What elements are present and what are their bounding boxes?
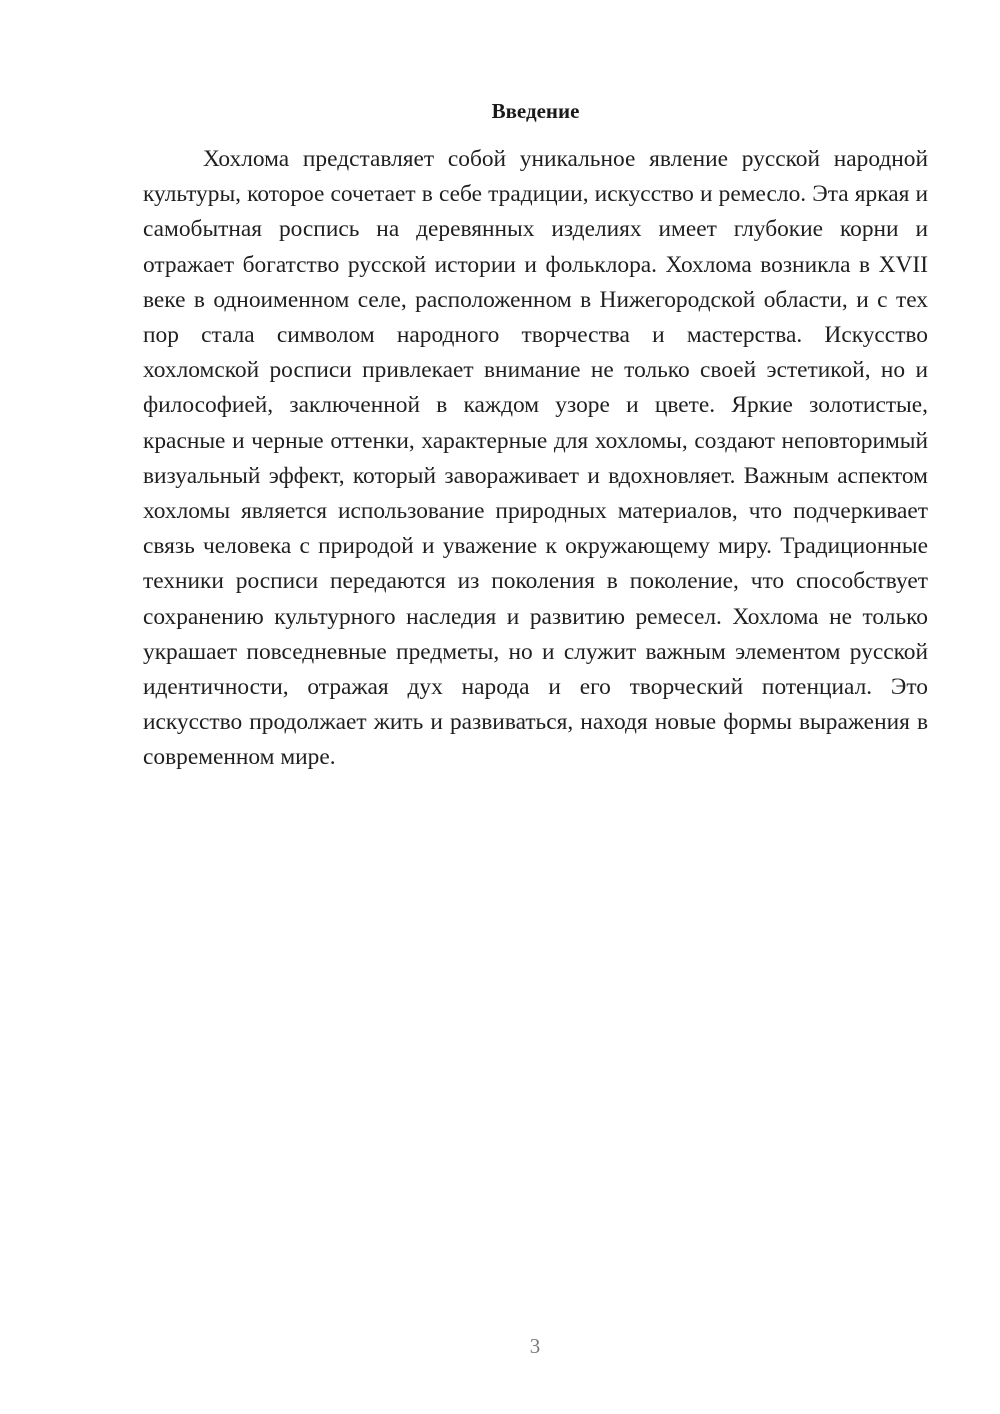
body-paragraph: Хохлома представляет собой уникальное явление русской народной культуры, которое сочетает в себе традиции, искусство и ремесло. Эта яркая и самобытная роспись на деревянных изделиях имеет глубокие корни и отражает богатство русской истории и фольклора. Хохлома возникла в XVII веке в одноименном селе, расположенном в Нижегородской области, и с тех пор стала символом народного творчества и мастерства. Искусство хохломской росписи привлекает внимание не только своей эстетикой, но и философией, заключенной в каждом узоре и цвете. Яркие золотистые, красные и черные оттенки, характерные для хохломы, создают неповторимый визуальный эффект, который завораживает и вдохновляет. Важным аспектом хохломы является использование природных материалов, что подчеркивает связь человека с природой и уважение к окружающему миру. Традиционные техники росписи передаются из поколения в поколение, что способствует сохранению культурного наследия и развитию ремесел. Хохлома не только украшает повседневные предметы, но и служит важным элементом русской идентичности, отражая дух народа и его творческий потенциал. Это искусство продолжает жить и развиваться, находя новые формы выражения в современном мире. xyxy=(143,146,928,771)
section-title: Введение xyxy=(491,99,580,123)
page-number: 3 xyxy=(529,1334,541,1358)
